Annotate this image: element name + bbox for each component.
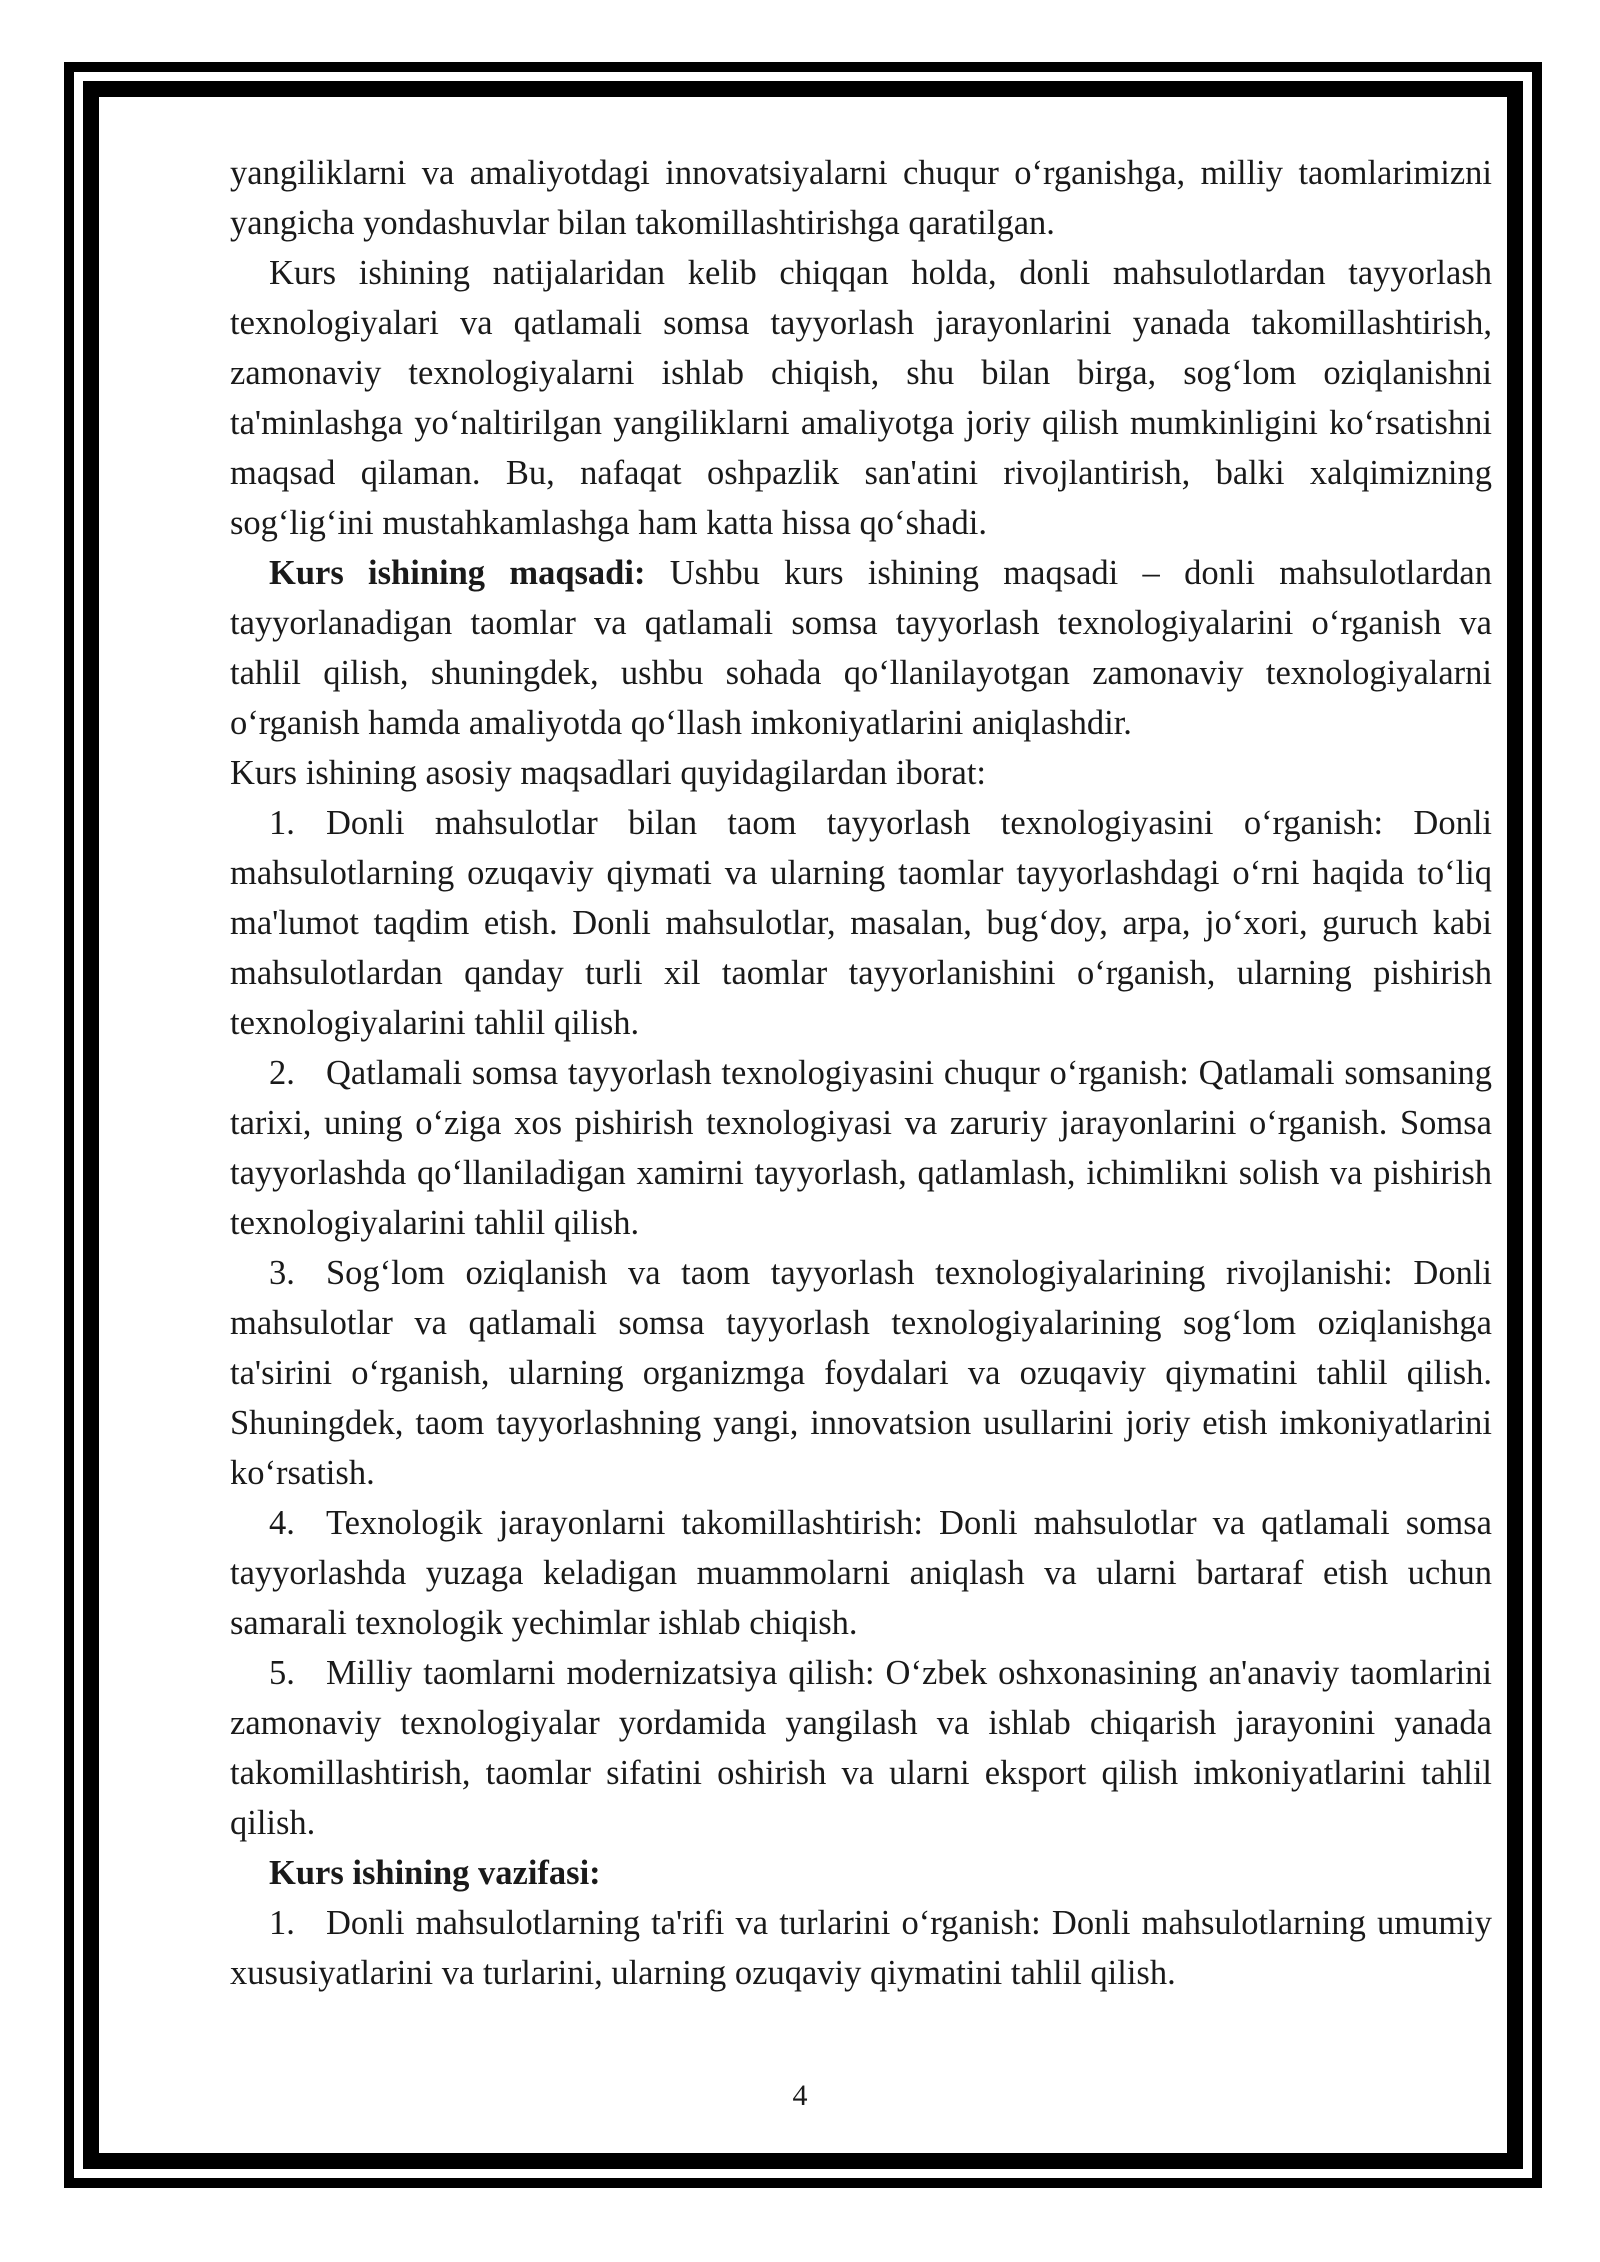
goal-item-text: Donli mahsulotlar bilan taom tayyorlash texnologiyasini o‘rganish: Donli mahsulotlarning ozuqaviy qiymati va ularning taomlar tayyorlashdagi o‘rni haqida to‘liq ma'lumot taqdim etish. Donli mahsulotlar, masalan, bug‘doy, arpa, jo‘xori, guruch kabi mahsulotlardan qanday turli xil taomlar tayyorlanishini o‘rganish, ularning pishirish texnologiyalarini tahlil qilish. [230,804,1492,1042]
goal-item-number: 3. [269,1254,295,1292]
task-item-1 [230,1898,1492,1998]
goal-item-number: 2. [269,1054,295,1092]
task-item-number: 1. [269,1904,295,1942]
goal-item-number: 4. [269,1504,295,1542]
paragraph-goals-intro: Kurs ishining asosiy maqsadlari quyidagilardan iborat: [230,754,986,792]
goal-item-5 [230,1648,1492,1848]
goal-heading: Kurs ishining maqsadi: [269,554,646,592]
paragraph-results: Kurs ishining natijalaridan kelib chiqqan holda, donli mahsulotlardan tayyorlash texnologiyalari va qatlamali somsa tayyorlash jarayonlarini yanada takomillashtirish, zamonaviy texnologiyalarni ishlab chiqish, shu bilan birga, sog‘lom oziqlanishni ta'minlashga yo‘naltirilgan yangiliklarni amaliyotga joriy qilish mumkinligini ko‘rsatishni maqsad qilaman. Bu, nafaqat oshpazlik san'atini rivojlantirish, balki xalqimizning sog‘lig‘ini mustahkamlashga ham katta hissa qo‘shadi. [230,254,1492,542]
goal-item-text: Texnologik jarayonlarni takomillashtirish: Donli mahsulotlar va qatlamali somsa tayyorlashda yuzaga keladigan muammolarni aniqlash va ularni bartaraf etish uchun samarali texnologik yechimlar ishlab chiqish. [230,1504,1492,1642]
goal-item-4 [230,1498,1492,1648]
tasks-heading-text: Kurs ishining vazifasi: [269,1854,601,1892]
goal-item-3 [230,1248,1492,1498]
goal-item-text: Qatlamali somsa tayyorlash texnologiyasini chuqur o‘rganish: Qatlamali somsaning tarixi, uning o‘ziga xos pishirish texnologiyasi va zaruriy jarayonlarini o‘rganish. Somsa tayyorlashda qo‘llaniladigan xamirni tayyorlash, qatlamlash, ichimlikni solish va pishirish texnologiyalarini tahlil qilish. [230,1054,1492,1242]
goal-item-1 [230,798,1492,1048]
goal-item-2 [230,1048,1492,1248]
goal-text: Ushbu kurs ishining maqsadi – donli mahsulotlardan tayyorlanadigan taomlar va qatlamali somsa tayyorlash texnologiyalarini o‘rganish va tahlil qilish, shuningdek, ushbu sohada qo‘llanilayotgan zamonaviy texnologiyalarni o‘rganish hamda amaliyotda qo‘llash imkoniyatlarini aniqlashdir. [230,554,1492,742]
tasks-heading [230,1848,1492,1898]
goal-item-number: 5. [269,1654,295,1692]
page-number: 4 [792,2079,808,2112]
goal-item-text: Milliy taomlarni modernizatsiya qilish: O‘zbek oshxonasining an'anaviy taomlarini zamonaviy texnologiyalar yordamida yangilash va ishlab chiqarish jarayonini yanada takomillashtirish, taomlar sifatini oshirish va ularni eksport qilish imkoniyatlarini tahlil qilish. [230,1654,1492,1842]
paragraph-goal [230,548,1492,748]
document-body [230,148,1492,1998]
goal-item-text: Sog‘lom oziqlanish va taom tayyorlash texnologiyalarining rivojlanishi: Donli mahsulotlar va qatlamali somsa tayyorlash texnologiyalarining sog‘lom oziqlanishga ta'sirini o‘rganish, ularning organizmga foydalari va ozuqaviy qiymatini tahlil qilish. Shuningdek, taom tayyorlashning yangi, innovatsion usullarini joriy etish imkoniyatlarini ko‘rsatish. [230,1254,1492,1492]
goal-item-number: 1. [269,804,295,842]
task-item-text: Donli mahsulotlarning ta'rifi va turlarini o‘rganish: Donli mahsulotlarning umumiy xususiyatlarini va turlarini, ularning ozuqaviy qiymatini tahlil qilish. [230,1904,1492,1992]
paragraph-intro-continuation: yangiliklarni va amaliyotdagi innovatsiyalarni chuqur o‘rganishga, milliy taomlarimizni yangicha yondashuvlar bilan takomillashtirishga qaratilgan. [230,154,1492,242]
